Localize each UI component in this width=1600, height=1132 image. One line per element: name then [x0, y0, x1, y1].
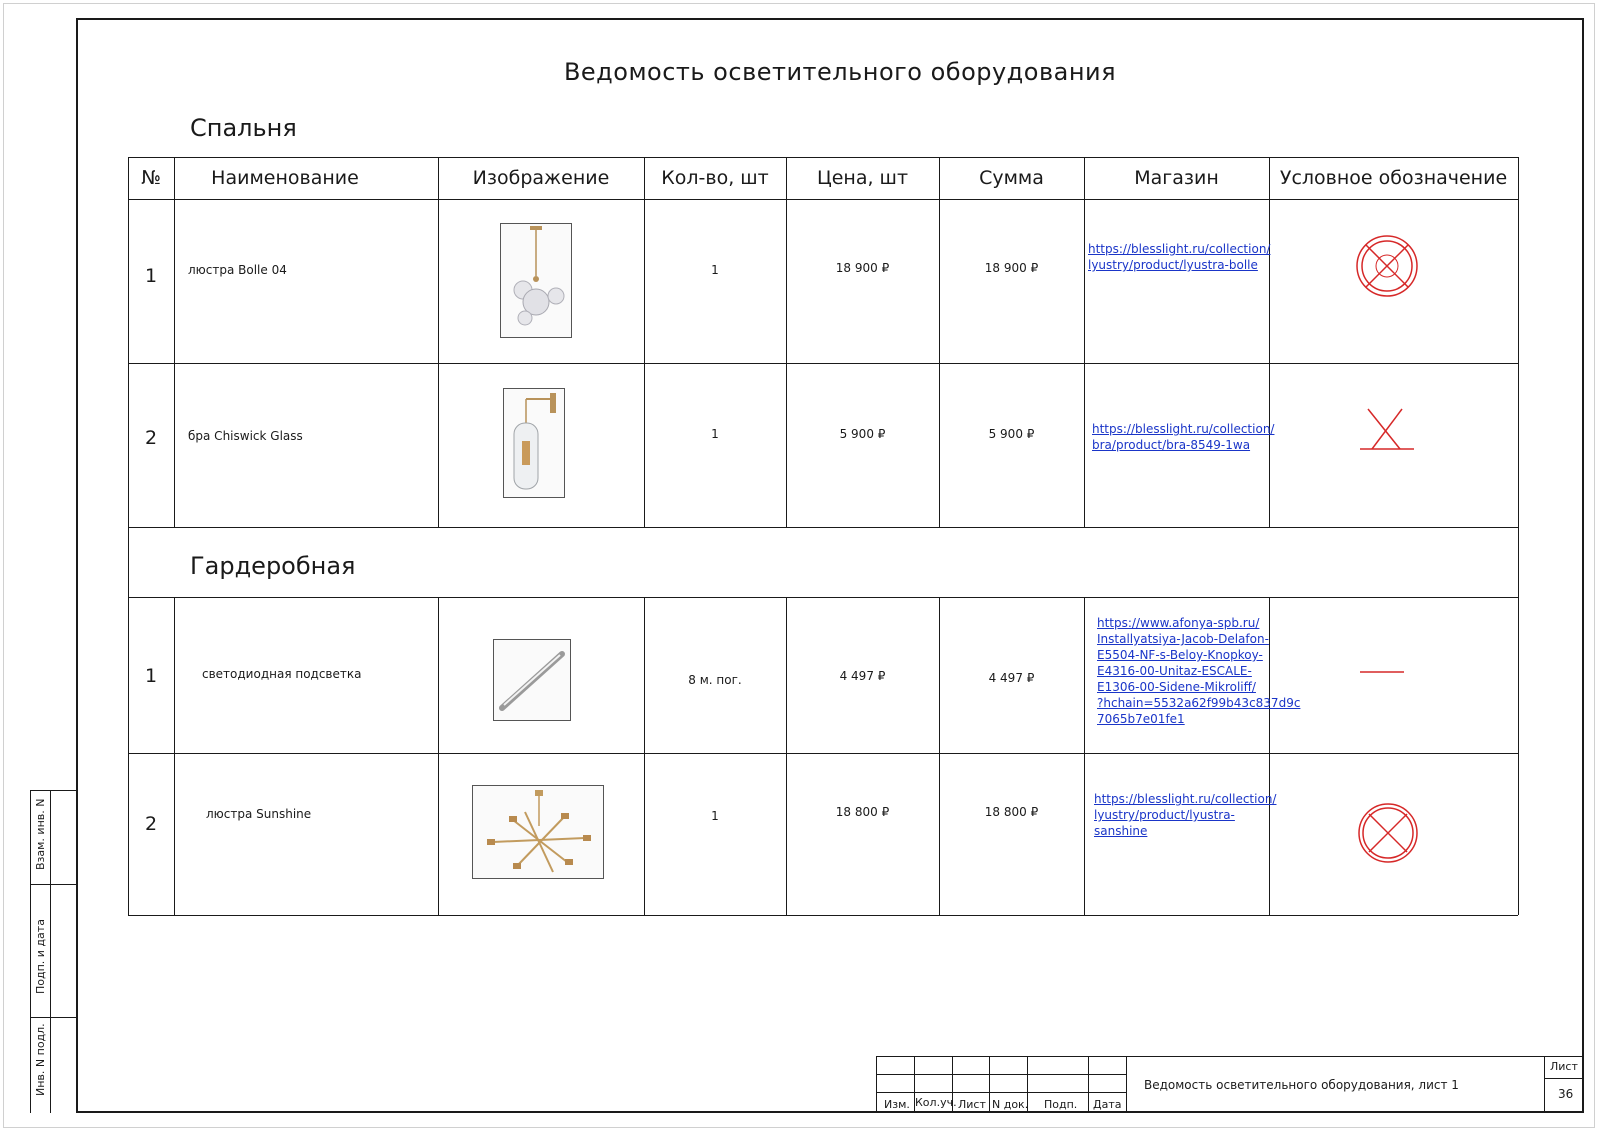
led-strip-profile-icon	[494, 640, 570, 720]
title-block-col-line	[1126, 1056, 1127, 1113]
column-divider	[1269, 157, 1270, 527]
stamp-col-date: Дата	[1093, 1098, 1122, 1111]
row-price: 18 800 ₽	[835, 805, 890, 819]
line-icon	[1360, 669, 1404, 675]
stamp-description: Ведомость осветительного оборудования, лист 1	[1144, 1078, 1459, 1092]
column-divider	[786, 597, 787, 915]
row-number: 1	[144, 265, 158, 287]
row-price: 18 900 ₽	[835, 261, 890, 275]
table-row-divider	[128, 753, 1518, 754]
side-stamp-row-line	[30, 1017, 76, 1018]
row-price: 4 497 ₽	[839, 669, 886, 683]
stamp-col-signature: Подп.	[1044, 1098, 1078, 1111]
row-price: 5 900 ₽	[839, 427, 886, 441]
row-name: люстра Bolle 04	[188, 263, 287, 277]
side-label-original-inv: Инв. N подл.	[34, 1023, 47, 1096]
circle-cross-double-icon	[1354, 233, 1420, 299]
row-sum: 5 900 ₽	[988, 427, 1035, 441]
side-stamp-divider	[50, 790, 51, 1113]
title-block-col-line	[1544, 1056, 1545, 1113]
side-stamp	[30, 790, 76, 1113]
sputnik-chandelier-gold-icon	[473, 786, 603, 878]
document-title: Ведомость осветительного оборудования	[563, 58, 1117, 86]
wall-cross-icon	[1356, 405, 1418, 453]
product-image	[472, 785, 604, 879]
side-stamp-row-line	[30, 884, 76, 885]
column-divider	[174, 157, 175, 527]
title-block-top-line	[876, 1056, 1584, 1057]
header-symbol: Условное обозначение	[1279, 167, 1508, 189]
column-divider	[644, 157, 645, 527]
side-label-replace-inv: Взам. инв. N	[34, 798, 47, 870]
table-row-divider	[128, 597, 1518, 598]
pendant-bubble-chandelier-icon	[501, 224, 571, 337]
stamp-col-change: Изм.	[884, 1098, 910, 1111]
column-divider	[438, 597, 439, 915]
circle-cross-icon	[1356, 801, 1420, 865]
column-divider	[438, 157, 439, 527]
row-sum: 4 497 ₽	[988, 671, 1035, 685]
row-name: бра Chiswick Glass	[188, 429, 303, 443]
section-title-wardrobe: Гардеробная	[190, 552, 356, 580]
row-name: светодиодная подсветка	[202, 667, 362, 681]
header-number: №	[141, 167, 161, 189]
column-divider	[939, 597, 940, 915]
header-quantity: Кол-во, шт	[661, 167, 769, 189]
header-image: Изображение	[472, 167, 610, 189]
store-link[interactable]: https://www.afonya-spb.ru/ Installyatsiya-Jacob-Delafon- E5504-NF-s-Beloy-Knopkoy- E4316-00-Unitaz-ESCALE- E1306-00-Sidene-Mikroliff/ ?hchain=5532a62f99b43c837d9c 7065b7e01fe1	[1097, 616, 1301, 726]
row-number: 2	[144, 813, 158, 835]
row-sum: 18 900 ₽	[984, 261, 1039, 275]
table-border-right	[1518, 157, 1519, 915]
column-divider	[644, 597, 645, 915]
column-divider	[174, 597, 175, 915]
row-name: люстра Sunshine	[206, 807, 312, 821]
header-price: Цена, шт	[816, 167, 909, 189]
column-divider	[1084, 157, 1085, 527]
row-quantity: 1	[711, 427, 719, 441]
header-store: Магазин	[1134, 167, 1219, 189]
row-quantity: 1	[711, 809, 719, 823]
header-sum: Сумма	[979, 167, 1044, 189]
store-link[interactable]: https://blesslight.ru/collection/ bra/product/bra-8549-1wa	[1092, 422, 1275, 452]
title-block-grid-line	[1544, 1078, 1584, 1079]
title-block	[876, 1056, 1584, 1113]
stamp-col-doc-number: N док.	[992, 1098, 1029, 1111]
store-link[interactable]: https://blesslight.ru/collection/ lyustry/product/lyustra- sanshine	[1094, 792, 1277, 838]
product-image	[493, 639, 571, 721]
product-image	[500, 223, 572, 338]
header-name: Наименование	[211, 167, 359, 189]
product-image	[503, 388, 565, 498]
column-divider	[786, 157, 787, 527]
store-link[interactable]: https://blesslight.ru/collection/ lyustry/product/lyustra-bolle	[1088, 242, 1271, 272]
stamp-col-count: Кол.уч.	[915, 1096, 957, 1109]
table-row-divider	[128, 363, 1518, 364]
wall-sconce-glass-icon	[504, 389, 564, 497]
equipment-table	[128, 157, 1518, 917]
side-stamp-row-line	[30, 790, 76, 791]
stamp-sheet-label: Лист	[1550, 1060, 1578, 1073]
stamp-col-sheet: Лист	[958, 1098, 986, 1111]
side-label-sign-date: Подп. и дата	[34, 919, 47, 994]
row-quantity: 1	[711, 263, 719, 277]
title-block-col-line	[1088, 1056, 1089, 1113]
row-number: 1	[144, 665, 158, 687]
row-quantity: 8 м. пог.	[688, 673, 742, 687]
row-number: 2	[144, 427, 158, 449]
title-block-col-line	[989, 1056, 990, 1113]
stamp-sheet-number: 36	[1558, 1087, 1574, 1101]
title-block-left-line	[876, 1056, 877, 1113]
column-divider	[1084, 597, 1085, 915]
section-title-bedroom: Спальня	[190, 114, 297, 142]
row-sum: 18 800 ₽	[984, 805, 1039, 819]
table-row-divider	[128, 527, 1518, 528]
table-header-divider	[128, 199, 1518, 200]
column-divider	[939, 157, 940, 527]
table-border-bottom	[128, 915, 1518, 916]
